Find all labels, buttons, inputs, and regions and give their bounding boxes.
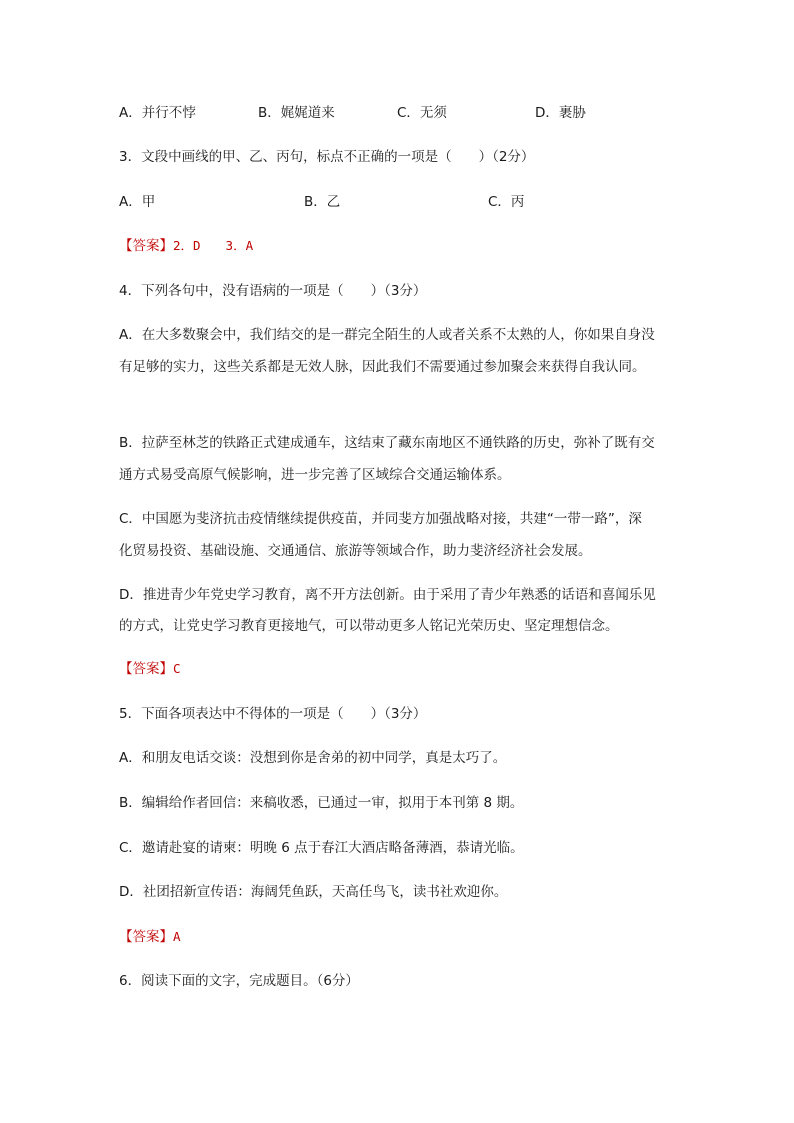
q5-option-a: A．和朋友电话交谈：没想到你是舍弟的初中同学，真是太巧了。 [119,750,507,766]
q2-option-d: D．裹胁 [535,105,586,121]
q3-option-b: B．乙 [304,194,341,210]
answer-label: 【答案】 [119,661,173,677]
q4-option-d-line2: 的方式，让党史学习教育更接地气，可以带动更多人铭记光荣历史、坚定理想信念。 [119,618,619,634]
q2-option-c: C．无须 [397,105,447,121]
q3-option-a: A．甲 [119,194,156,210]
q4-option-a-line1: A．在大多数聚会中，我们结交的是一群完全陌生的人或者关系不太熟的人，你如果自身没 [119,327,655,343]
q4-stem: 4．下列各句中，没有语病的一项是（ ）（3分） [119,283,427,299]
q5-stem: 5．下面各项表达中不得体的一项是（ ）（3分） [119,706,427,722]
answer-block-1 [119,237,684,255]
q4-option-b-line2: 通方式易受高原气候影响，进一步完善了区域综合交通运输体系。 [119,467,511,483]
q5-option-d: D．社团招新宣传语：海阔凭鱼跃，天高任鸟飞，读书社欢迎你。 [119,884,508,900]
q2-option-b: B．娓娓道来 [258,105,335,121]
answer-label: 【答案】 [119,929,173,945]
q6-stem: 6．阅读下面的文字，完成题目。（6分） [119,973,359,989]
q4-option-b-line1: B．拉萨至林芝的铁路正式建成通车，这结束了藏东南地区不通铁路的历史，弥补了既有交 [119,435,655,451]
q4-option-a-line2: 有足够的实力，这些关系都是无效人脉，因此我们不需要通过参加聚会来获得自我认同。 [119,359,646,375]
answer-text: C [173,661,181,676]
q4-option-d-line1: D．推进青少年党史学习教育，离不开方法创新。由于采用了青少年熟悉的话语和喜闻乐见 [119,587,656,603]
answer-label: 【答案】 [119,238,173,254]
q4-option-c-line1: C．中国愿为斐济抗击疫情继续提供疫苗，并同斐方加强战略对接，共建“一带一路”，深 [119,511,642,527]
q3-stem: 3．文段中画线的甲、乙、丙句，标点不正确的一项是（ ）（2分） [119,149,535,165]
answer-block-3 [119,928,684,946]
q4-option-c-line2: 化贸易投资、基础设施、交通通信、旅游等领域合作，助力斐济经济社会发展。 [119,543,592,559]
answer-text: 2．D 3．A [173,238,254,253]
answer-text: A [173,929,181,944]
q5-option-b: B．编辑给作者回信：来稿收悉，已通过一审，拟用于本刊第 8 期。 [119,795,524,811]
q5-option-c: C．邀请赴宴的请柬：明晚 6 点于春江大酒店略备薄酒，恭请光临。 [119,840,524,856]
q3-option-c: C．丙 [488,194,525,210]
answer-block-2 [119,660,684,678]
q2-option-a: A．并行不悖 [119,105,196,121]
